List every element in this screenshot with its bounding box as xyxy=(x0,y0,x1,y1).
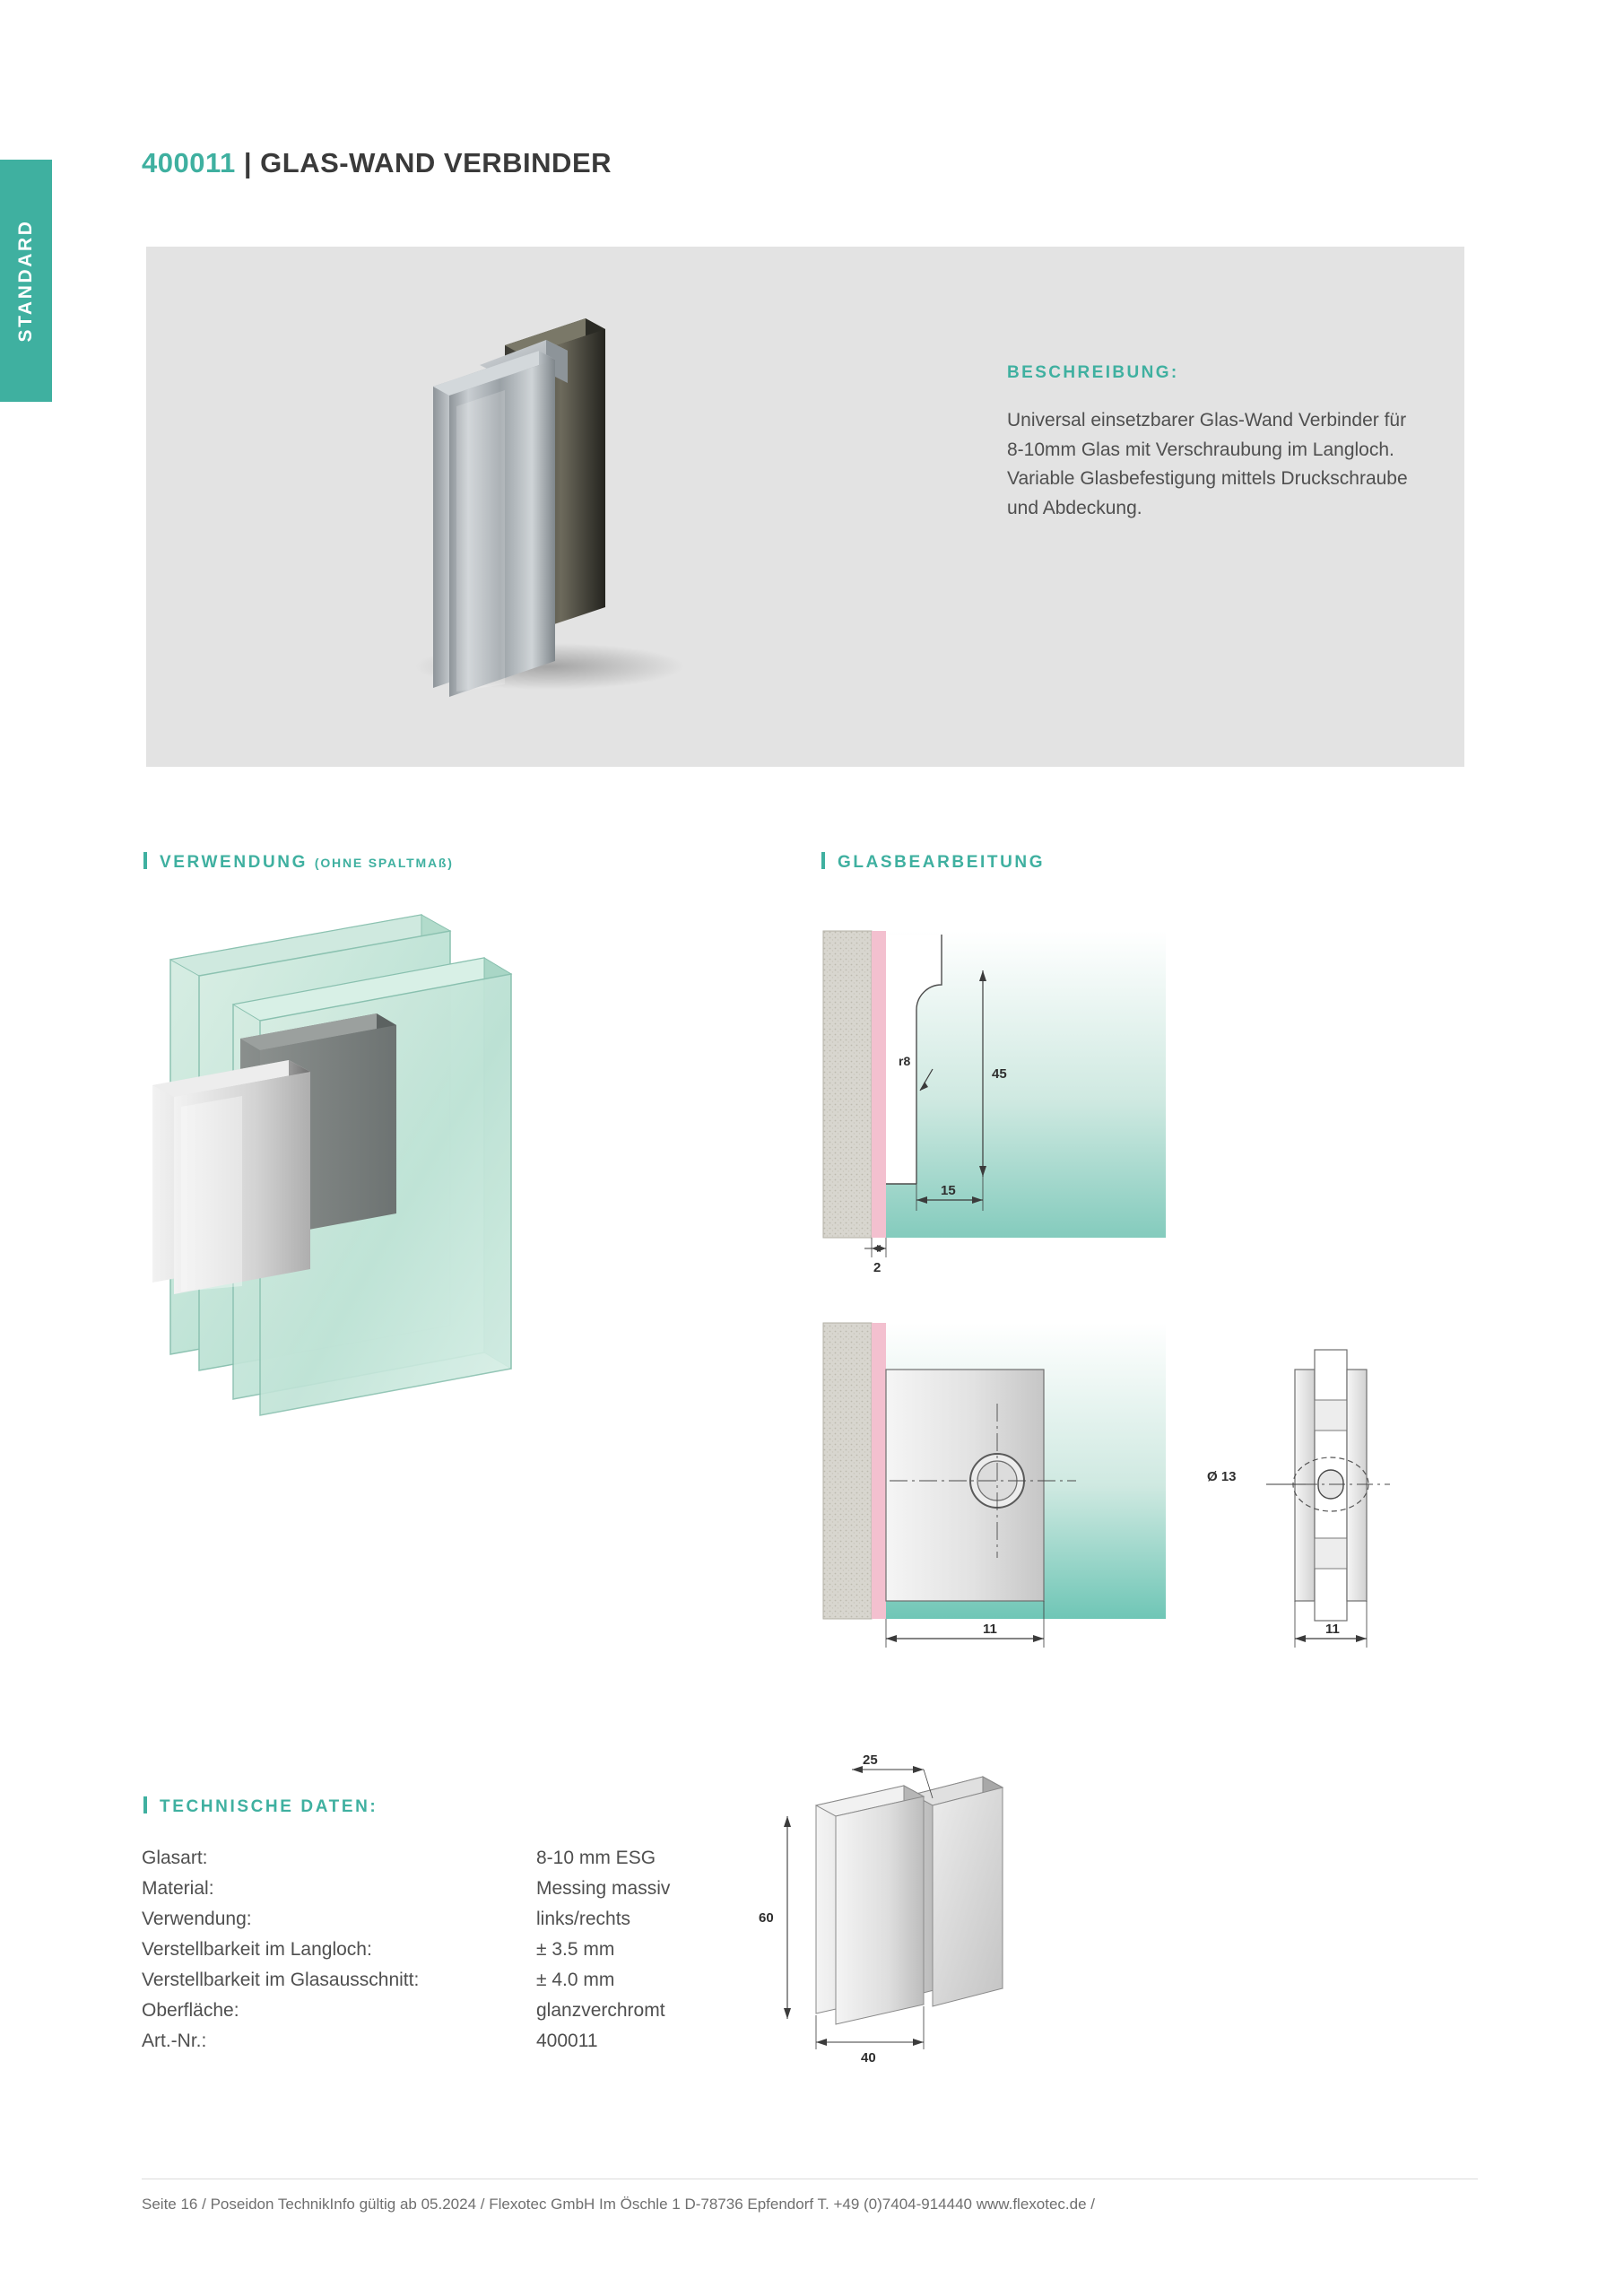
footer-text: / Poseidon TechnikInfo gültig ab 05.2024 / Flexotec GmbH Im Öschle 1 D-78736 Epfendorf T. +49 (0)7404-914440 www.flexotec.de / xyxy=(202,2196,1096,2213)
dim-11-left: 11 xyxy=(983,1622,997,1637)
product-photo xyxy=(370,300,747,713)
dim-2: 2 xyxy=(873,1260,881,1275)
tech-key: Art.-Nr.: xyxy=(142,2031,207,2052)
dim-45: 45 xyxy=(992,1066,1007,1082)
standard-side-tab xyxy=(0,160,52,402)
glasbearbeitung-title: GLASBEARBEITUNG xyxy=(838,853,1046,872)
section-heading-verwendung xyxy=(143,852,454,873)
table-row xyxy=(142,1996,751,2026)
tech-value: ± 3.5 mm xyxy=(536,1939,615,1961)
table-row xyxy=(142,1874,751,1904)
tech-key: Glasart: xyxy=(142,1848,208,1868)
dim-60: 60 xyxy=(759,1910,774,1926)
tech-key: Oberfläche: xyxy=(142,2000,239,2022)
title-separator: | xyxy=(243,147,253,178)
table-row xyxy=(142,2026,751,2057)
article-number: 400011 xyxy=(142,147,236,178)
description-heading: BESCHREIBUNG: xyxy=(1007,363,1179,382)
tech-value: glanzverchromt xyxy=(536,2000,665,2022)
heading-bar-icon xyxy=(143,852,147,869)
tech-value: 400011 xyxy=(536,2031,598,2052)
verwendung-subtitle: (OHNE SPALTMAß) xyxy=(314,856,454,870)
glasbearbeitung-cutout-drawing xyxy=(807,915,1238,1292)
dim-40: 40 xyxy=(861,2050,876,2066)
page-number: Seite 16 xyxy=(142,2196,198,2213)
side-tab-label: STANDARD xyxy=(15,219,36,343)
table-row xyxy=(142,1904,751,1935)
product-dimension-drawing xyxy=(759,1752,1211,2066)
hero-panel xyxy=(146,247,1464,767)
section-heading-glasbearbeitung xyxy=(821,852,1045,873)
title-text: GLAS-WAND VERBINDER xyxy=(260,147,612,178)
tech-value: links/rechts xyxy=(536,1909,631,1930)
tech-value: ± 4.0 mm xyxy=(536,1970,615,1991)
tech-value: 8-10 mm ESG xyxy=(536,1848,656,1868)
technische-daten-title: TECHNISCHE DATEN: xyxy=(160,1797,378,1816)
tech-key: Verstellbarkeit im Glasausschnitt: xyxy=(142,1970,420,1991)
glasbearbeitung-front-drawing xyxy=(807,1314,1238,1673)
table-row xyxy=(142,1843,751,1874)
description-text: Universal einsetzbarer Glas-Wand Verbinder für 8-10mm Glas mit Verschraubung im Langloch. Variable Glasbefestigung mittels Druckschraube und Abdeckung. xyxy=(1007,410,1408,518)
tech-key: Material: xyxy=(142,1878,214,1900)
verwendung-drawing xyxy=(135,906,637,1677)
description-block xyxy=(1007,363,1420,523)
dim-dia13: Ø 13 xyxy=(1207,1469,1237,1484)
tech-value: Messing massiv xyxy=(536,1878,671,1900)
dim-25: 25 xyxy=(863,1752,878,1768)
glasbearbeitung-side-drawing xyxy=(1207,1314,1498,1673)
heading-bar-icon xyxy=(821,852,825,869)
tech-key: Verstellbarkeit im Langloch: xyxy=(142,1939,372,1961)
table-row xyxy=(142,1965,751,1996)
tech-key: Verwendung: xyxy=(142,1909,252,1930)
section-heading-technische-daten xyxy=(143,1796,378,1817)
dim-15: 15 xyxy=(941,1183,956,1198)
page-footer xyxy=(142,2179,1478,2213)
verwendung-title: VERWENDUNG xyxy=(160,853,308,872)
table-row xyxy=(142,1935,751,1965)
dim-r8: r8 xyxy=(899,1054,911,1068)
dim-11-right: 11 xyxy=(1325,1622,1340,1637)
heading-bar-icon xyxy=(143,1796,147,1813)
technical-data-table xyxy=(142,1843,751,2057)
page-title xyxy=(142,147,612,179)
